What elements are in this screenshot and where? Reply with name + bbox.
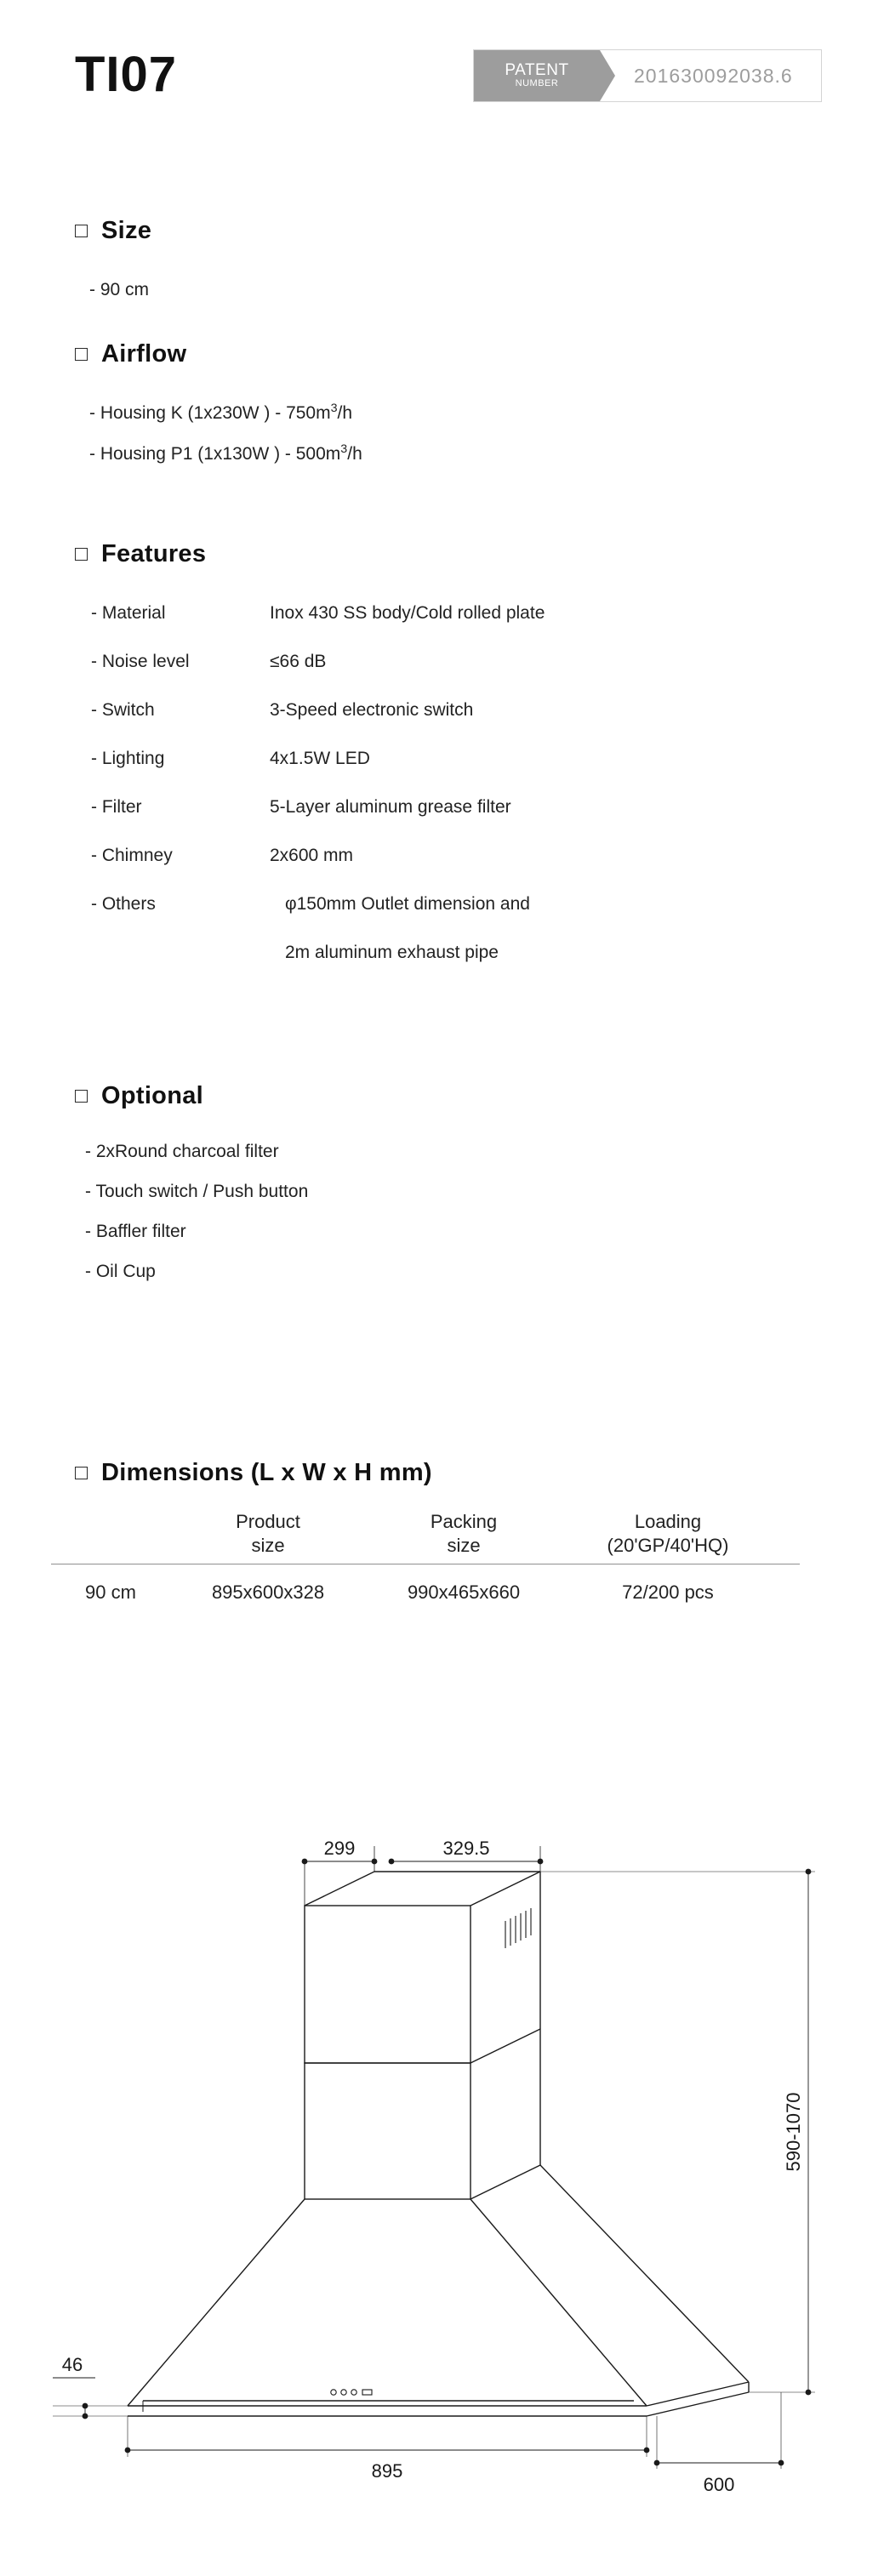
feature-row [91, 653, 545, 670]
patent-tag-line1: PATENT [505, 61, 569, 80]
dimensions-table [51, 1510, 834, 1604]
page-title: TI07 [75, 47, 178, 102]
section-airflow-head [75, 340, 186, 368]
section-features [75, 540, 206, 568]
section-airflow-title: Airflow [101, 340, 187, 368]
section-features-title: Features [101, 540, 207, 567]
dimensions-table-header [51, 1510, 834, 1557]
feature-row [91, 798, 545, 816]
dim-cell-size: 90 cm [85, 1582, 136, 1603]
airflow-item-1: - Housing P1 (1x130W ) - $500m^3/h$ [89, 442, 362, 464]
patent-tag [474, 50, 600, 101]
optional-item-0: - 2xRound charcoal filter [85, 1142, 279, 1161]
section-optional-title: Optional [101, 1082, 203, 1109]
feature-row [91, 943, 545, 961]
feature-key: - Material [91, 603, 166, 623]
table-row [51, 1582, 834, 1604]
dim-col-loading-line2: (20'GP/40'HQ) [607, 1534, 729, 1556]
section-optional [75, 1082, 203, 1110]
feature-key: - Lighting [91, 749, 165, 768]
feature-value: 3-Speed electronic switch [270, 700, 474, 720]
dim-label-top-right: 329.5 [442, 1838, 490, 1859]
feature-key: - Others [91, 894, 156, 914]
dim-cell-product: 895x600x328 [211, 1582, 325, 1603]
optional-item-2: - Baffler filter [85, 1222, 186, 1241]
patent-badge [473, 49, 822, 102]
feature-value: Inox 430 SS body/Cold rolled plate [270, 603, 545, 623]
square-bullet-icon [75, 548, 88, 561]
dim-col-packing-line2: size [447, 1534, 481, 1556]
dim-label-thickness: 46 [61, 2354, 83, 2375]
feature-value: ≤66 dB [270, 652, 327, 671]
patent-number: 201630092038.6 [634, 64, 793, 87]
feature-value: 4x1.5W LED [270, 749, 370, 768]
dim-col-loading [562, 1510, 774, 1557]
optional-item-3: - Oil Cup [85, 1262, 156, 1281]
airflow-item-0: - Housing K (1x230W ) - $750m^3/h$ [89, 402, 353, 423]
feature-key: - Switch [91, 700, 155, 720]
section-dimensions-title: Dimensions (L x W x H mm) [101, 1459, 432, 1486]
dim-label-height: 590-1070 [783, 2092, 804, 2172]
square-bullet-icon [75, 1467, 88, 1479]
dim-col-packing [366, 1510, 562, 1557]
section-size-title: Size [101, 217, 152, 244]
feature-row [91, 701, 545, 719]
dim-label-top-left: 299 [323, 1838, 356, 1859]
section-dimensions [75, 1459, 432, 1487]
section-dimensions-head [75, 1459, 432, 1487]
feature-value: φ150mm Outlet dimension and [285, 894, 530, 914]
feature-value: 2x600 mm [270, 846, 354, 865]
dim-cell-packing: 990x465x660 [407, 1582, 521, 1603]
optional-item-1: - Touch switch / Push button [85, 1182, 309, 1201]
section-airflow [75, 340, 186, 368]
square-bullet-icon [75, 1090, 88, 1103]
dim-col-product-line1: Product [236, 1511, 300, 1532]
patent-tag-line2: NUMBER [515, 78, 559, 89]
dim-label-width: 895 [371, 2460, 403, 2482]
features-table [91, 604, 545, 961]
patent-arrow-icon [600, 50, 615, 101]
feature-key: - Noise level [91, 652, 190, 671]
dim-col-blank [51, 1510, 170, 1557]
square-bullet-icon [75, 225, 88, 237]
feature-value: 5-Layer aluminum grease filter [270, 797, 511, 817]
feature-key [91, 943, 270, 961]
feature-key: - Chimney [91, 846, 173, 865]
section-optional-head [75, 1082, 203, 1110]
section-size [75, 217, 151, 245]
feature-row [91, 846, 545, 864]
feature-row [91, 895, 545, 913]
size-item-0: - 90 cm [89, 280, 150, 299]
dim-col-packing-line1: Packing [430, 1511, 498, 1532]
technical-drawing [0, 1821, 884, 2569]
dim-col-product-line2: size [251, 1534, 285, 1556]
square-bullet-icon [75, 348, 88, 361]
dim-cell-loading: 72/200 pcs [622, 1582, 714, 1603]
dim-label-depth: 600 [703, 2474, 735, 2495]
feature-value: 2m aluminum exhaust pipe [285, 943, 499, 962]
dim-col-product [170, 1510, 366, 1557]
section-size-head [75, 217, 151, 245]
feature-key: - Filter [91, 797, 142, 817]
feature-row [91, 604, 545, 622]
dim-col-loading-line1: Loading [634, 1511, 702, 1532]
feature-row [91, 749, 545, 767]
header [0, 0, 884, 170]
section-features-head [75, 540, 206, 568]
